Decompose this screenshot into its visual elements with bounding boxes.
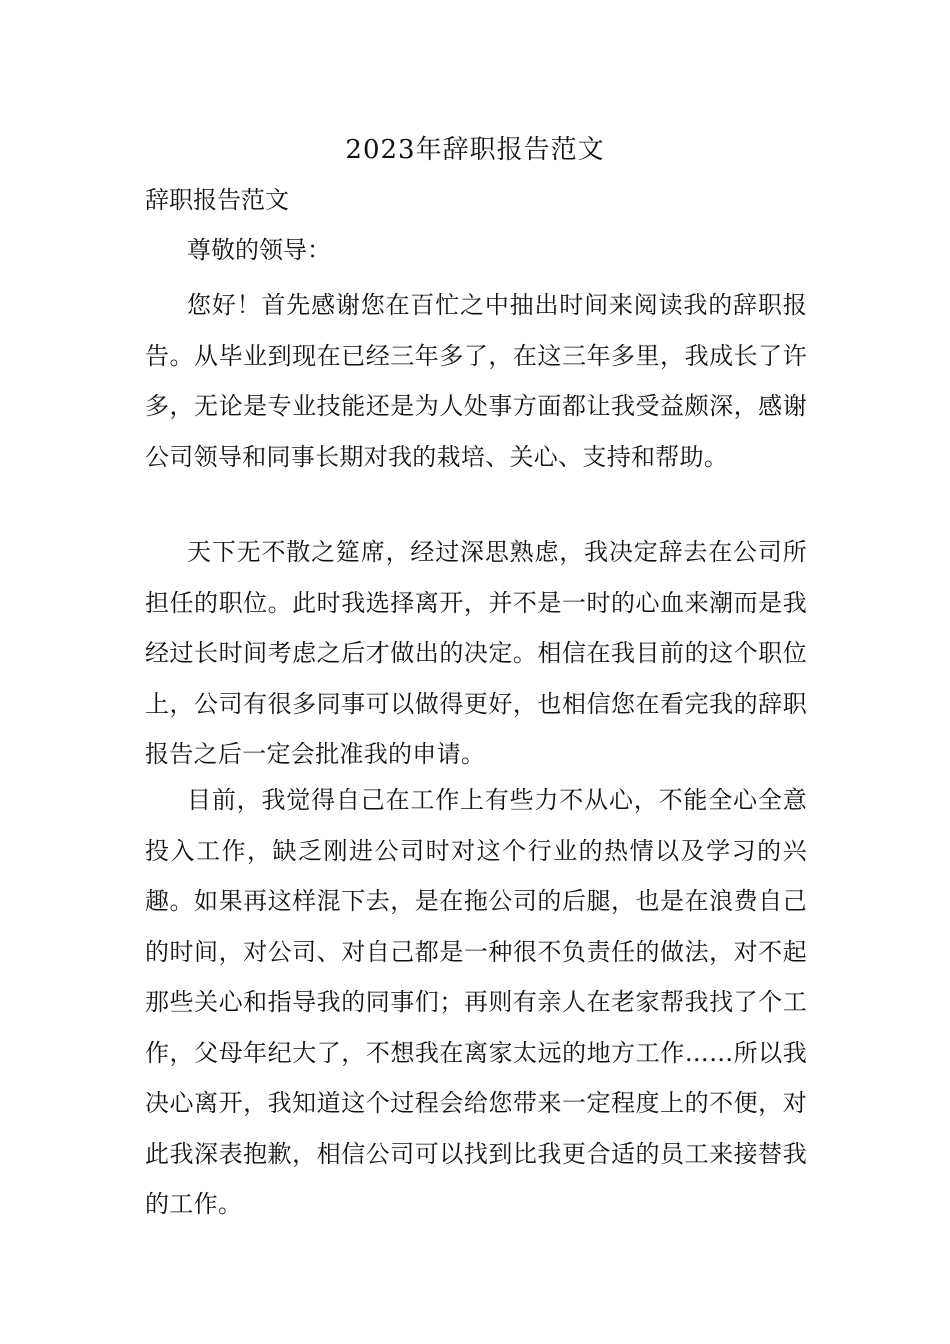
salutation: 尊敬的领导： [187, 236, 331, 264]
document-title: 2023年辞职报告范文 [345, 135, 605, 165]
body-paragraph-1: 您好！首先感谢您在百忙之中抽出时间来阅读我的辞职报告。从毕业到现在已经三年多了，在这三年多里，我成长了许多，无论是专业技能还是为人处事方面都让我受益颇深，感谢公司领导和同事长期对我的栽培、关心、支持和帮助。 [145, 291, 807, 471]
document-subtitle: 辞职报告范文 [145, 186, 289, 214]
body-paragraph-2: 天下无不散之筵席，经过深思熟虑，我决定辞去在公司所担任的职位。此时我选择离开，并不是一时的心血来潮而是我经过长时间考虑之后才做出的决定。相信在我目前的这个职位上，公司有很多同事可以做得更好，也相信您在看完我的辞职报告之后一定会批准我的申请。 [145, 538, 807, 768]
body-paragraph-3: 目前，我觉得自己在工作上有些力不从心，不能全心全意投入工作，缺乏刚进公司时对这个行业的热情以及学习的兴趣。如果再这样混下去，是在拖公司的后腿，也是在浪费自己的时间，对公司、对自己都是一种很不负责任的做法，对不起那些关心和指导我的同事们；再则有亲人在老家帮我找了个工作，父母年纪大了，不想我在离家太远的地方工作……所以我决心离开，我知道这个过程会给您带来一定程度上的不便，对此我深表抱歉，相信公司可以找到比我更合适的员工来接替我的工作。 [145, 786, 807, 1218]
